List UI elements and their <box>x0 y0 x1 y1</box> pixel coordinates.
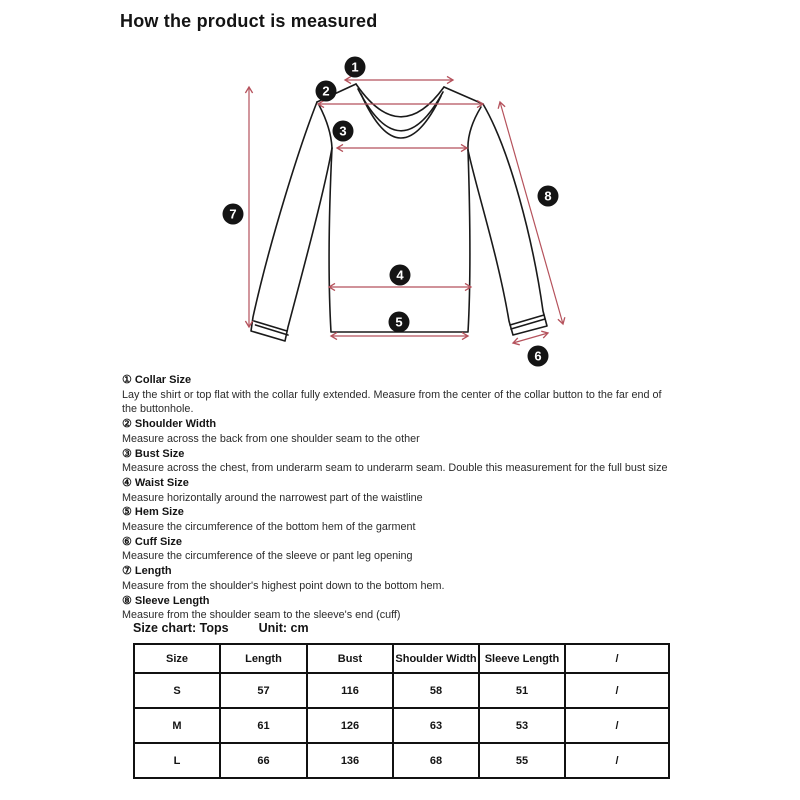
size-chart-header <box>133 621 309 635</box>
col-size: Size <box>134 644 220 673</box>
legend-item-desc: Measure across the chest, from underarm seam to underarm seam. Double this measurement for the full bust size <box>122 462 668 475</box>
svg-text:8: 8 <box>544 188 552 204</box>
svg-text:4: 4 <box>396 267 404 283</box>
legend-item-desc: Measure across the back from one shoulder seam to the other <box>122 432 420 445</box>
table-row-m <box>134 708 669 743</box>
left-sleeve <box>251 102 332 341</box>
legend-item-waist <box>122 476 674 505</box>
sleeve-measure-line <box>500 102 563 324</box>
legend-item-desc: Lay the shirt or top flat with the collar fully extended. Measure from the center of the collar button to the far end of the buttonhole. <box>122 388 662 416</box>
measurement-lines <box>249 80 563 343</box>
legend-item-title: ⑦ Length <box>122 565 172 578</box>
body-outline <box>329 148 470 332</box>
col-slash: / <box>565 644 669 673</box>
size-chart-unit-label: Unit: cm <box>258 621 309 635</box>
garment-diagram-svg <box>200 50 600 370</box>
legend-item-desc: Measure the circumference of the bottom hem of the garment <box>122 521 416 534</box>
right-armhole-seam <box>468 107 481 150</box>
col-sleeve-length: Sleeve Length <box>479 644 565 673</box>
legend-item-desc: Measure from the shoulder seam to the sleeve's end (cuff) <box>122 609 401 622</box>
legend-item-bust <box>122 447 674 476</box>
legend-item-title: ② Shoulder Width <box>122 418 217 431</box>
legend-item-desc: Measure from the shoulder's highest point down to the bottom hem. <box>122 579 445 592</box>
badge-6 <box>528 346 549 367</box>
badge-7 <box>223 204 244 225</box>
svg-text:2: 2 <box>322 83 330 99</box>
legend-item-title: ① Collar Size <box>122 374 192 386</box>
badge-8 <box>538 186 559 207</box>
page-title: How the product is measured <box>120 11 378 31</box>
cell-bust: 126 <box>307 708 393 743</box>
badge-1 <box>345 57 366 78</box>
collar-mid-curve <box>358 89 443 131</box>
table-row-s <box>134 673 669 708</box>
cell-sleeve-length: 55 <box>479 743 565 778</box>
size-chart-label: Size chart: Tops <box>133 621 229 635</box>
cell-size: M <box>134 708 220 743</box>
right-shoulder-line <box>444 87 483 104</box>
legend-item-length <box>122 564 674 593</box>
legend-item-title: ⑧ Sleeve Length <box>122 594 210 607</box>
badge-3 <box>333 121 354 142</box>
col-length: Length <box>220 644 307 673</box>
size-chart-header-row <box>134 644 669 673</box>
cell-length: 61 <box>220 708 307 743</box>
measurement-diagram <box>200 50 600 370</box>
legend-item-title: ④ Waist Size <box>122 476 189 489</box>
cell-slash: / <box>565 708 669 743</box>
svg-text:6: 6 <box>534 348 542 364</box>
legend-item-sleeve-length <box>122 594 674 623</box>
left-armhole-seam <box>319 105 332 148</box>
cell-bust: 136 <box>307 743 393 778</box>
table-row-l <box>134 743 669 778</box>
col-shoulder-width: Shoulder Width <box>393 644 479 673</box>
badge-4 <box>390 265 411 286</box>
legend-item-title: ⑤ Hem Size <box>122 506 184 519</box>
size-chart-table <box>133 643 670 779</box>
cell-shoulder-width: 63 <box>393 708 479 743</box>
legend-item-desc: Measure horizontally around the narrowest part of the waistline <box>122 491 423 504</box>
cell-sleeve-length: 51 <box>479 673 565 708</box>
svg-text:7: 7 <box>229 206 237 222</box>
badge-5 <box>389 312 410 333</box>
sweater-outline <box>251 84 547 341</box>
badge-2 <box>316 81 337 102</box>
cuff-measure-line <box>513 333 548 343</box>
cell-length: 57 <box>220 673 307 708</box>
cell-shoulder-width: 68 <box>393 743 479 778</box>
col-bust: Bust <box>307 644 393 673</box>
cell-shoulder-width: 58 <box>393 673 479 708</box>
cell-slash: / <box>565 743 669 778</box>
measurement-legend <box>122 373 674 623</box>
legend-item-desc: Measure the circumference of the sleeve or pant leg opening <box>122 550 413 563</box>
cell-slash: / <box>565 673 669 708</box>
legend-item-hem <box>122 505 674 534</box>
svg-text:5: 5 <box>395 314 403 330</box>
legend-item-cuff <box>122 535 674 564</box>
legend-item-shoulder <box>122 417 674 446</box>
cell-size: L <box>134 743 220 778</box>
svg-text:1: 1 <box>351 59 359 75</box>
cell-bust: 116 <box>307 673 393 708</box>
legend-item-title: ③ Bust Size <box>122 447 185 460</box>
right-sleeve <box>468 104 547 335</box>
legend-item-title: ⑥ Cuff Size <box>122 535 182 548</box>
legend-item-collar <box>122 373 674 417</box>
cell-size: S <box>134 673 220 708</box>
cell-length: 66 <box>220 743 307 778</box>
cell-sleeve-length: 53 <box>479 708 565 743</box>
svg-text:3: 3 <box>339 123 347 139</box>
